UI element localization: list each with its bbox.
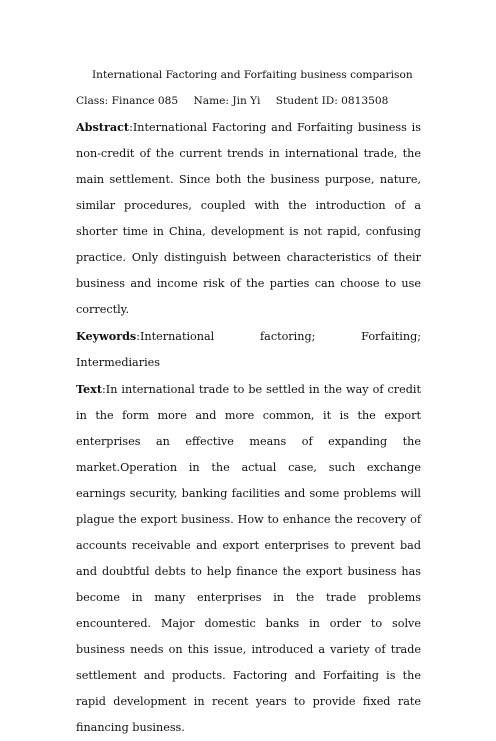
abstract-paragraph [76, 114, 421, 323]
document-page [76, 62, 421, 741]
body-text: :In international trade to be settled in the way of credit in the form more and more common, it is the export enterprises an effective means of expanding the market.Operation in the actual case, such exchange earnings security, banking facilities and some problems will plague the export business. How to enhance the recovery of accounts receivable and export enterprises to prevent bad and doubtful debts to help finance the export business has become in many enterprises in the trade problems encountered. Major domestic banks in order to solve business needs on this issue, introduced a variety of trade settlement and products. Factoring and Forfaiting is the rapid development in recent years to provide fixed rate financing business. [76, 383, 421, 734]
document-title: International Factoring and Forfaiting business comparison [92, 69, 413, 81]
abstract-label: Abstract [76, 120, 130, 134]
class-info: Class: Finance 085 [76, 95, 179, 107]
body-paragraph [76, 376, 421, 741]
keywords-label: Keywords [76, 329, 137, 343]
author-meta-line [76, 88, 421, 114]
body-text-label: Text [76, 382, 102, 396]
abstract-text: :International Factoring and Forfaiting business is non-credit of the current trends in international trade, the main settlement. Since both the business purpose, nature, similar procedures, coupled with the introduction of a shorter time in China, development is not rapid, confusing practice. Only distinguish between characteristics of their business and income risk of the parties can choose to use correctly. [76, 121, 421, 316]
keywords-text: :International factoring; Forfaiting; Intermediaries [76, 330, 421, 369]
keywords-paragraph [76, 323, 421, 376]
student-id-info: Student ID: 0813508 [275, 95, 389, 107]
name-info: Name: Jin Yi [193, 95, 261, 107]
